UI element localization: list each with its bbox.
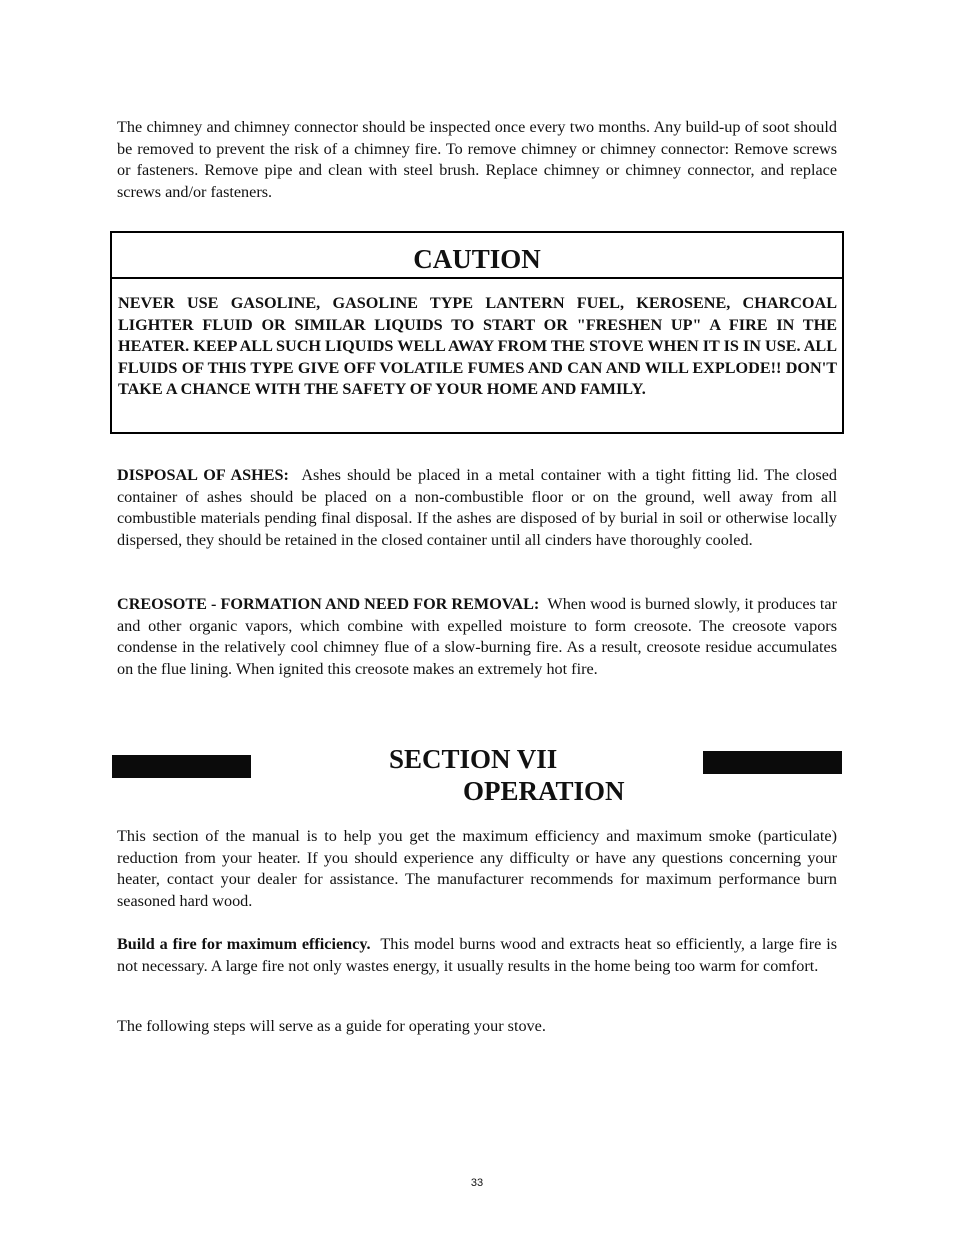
disposal-heading: DISPOSAL OF ASHES: — [117, 466, 289, 484]
creosote-heading: CREOSOTE - FORMATION AND NEED FOR REMOVAL: — [117, 595, 540, 613]
steps-intro-paragraph: The following steps will serve as a guide for operating your stove. — [117, 1017, 546, 1035]
page-number: 33 — [470, 1177, 484, 1189]
section-bar-right — [703, 751, 842, 774]
build-fire-paragraph — [117, 934, 837, 977]
disposal-text: Ashes should be placed in a metal container with a tight fitting lid. The closed container of ashes should be placed on a non-combustible floor or on the ground, well away from all combustible materials pending final disposal. If the ashes are disposed of by burial in soil or otherwise locally dispersed, they should be retained in the closed container until all cinders have thoroughly cooled. — [117, 466, 837, 549]
section-number: SECTION VII — [389, 744, 558, 774]
chimney-inspection-paragraph: The chimney and chimney connector should be inspected once every two months. Any build-up of soot should be removed to prevent the risk of a chimney fire. To remove chimney or chimney connector: Remove screws or fasteners. Remove pipe and clean with steel brush. Replace chimney or chimney connector, and replace screws and/or fasteners. — [117, 118, 837, 201]
operation-intro-paragraph: This section of the manual is to help you get the maximum efficiency and maximum smoke (particulate) reduction from your heater. If you should experience any difficulty or have any questions concerning your heater, contact your dealer for assistance. The manufacturer recommends for maximum performance burn seasoned hard wood. — [117, 827, 837, 910]
disposal-of-ashes-paragraph — [117, 465, 837, 551]
caution-title: CAUTION — [112, 233, 842, 279]
build-fire-heading: Build a fire for maximum efficiency. — [117, 935, 371, 953]
caution-text: NEVER USE GASOLINE, GASOLINE TYPE LANTERN FUEL, KEROSENE, CHARCOAL LIGHTER FLUID OR SIMILAR LIQUIDS TO START OR "FRESHEN UP" A FIRE IN THE HEATER. KEEP ALL SUCH LIQUIDS WELL AWAY FROM THE STOVE WHEN IT IS IN USE. ALL FLUIDS OF THIS TYPE GIVE OFF VOLATILE FUMES AND CAN AND WILL EXPLODE!! DON'T TAKE A CHANCE WITH THE SAFETY OF YOUR HOME AND FAMILY. — [118, 294, 837, 399]
section-bar-left — [112, 755, 251, 778]
creosote-paragraph — [117, 594, 837, 680]
creosote-text: When wood is burned slowly, it produces tar and other organic vapors, which combine with expelled moisture to form creosote. The creosote vapors condense in the relatively cool chimney flue of a slow-burning fire. As a result, creosote residue accumulates on the flue lining. When ignited this creosote makes an extremely hot fire. — [117, 595, 837, 678]
caution-box — [110, 231, 844, 434]
build-fire-text: This model burns wood and extracts heat so efficiently, a large fire is not necessary. A large fire not only wastes energy, it usually results in the home being too warm for comfort. — [117, 935, 838, 975]
section-name: OPERATION — [463, 776, 625, 806]
